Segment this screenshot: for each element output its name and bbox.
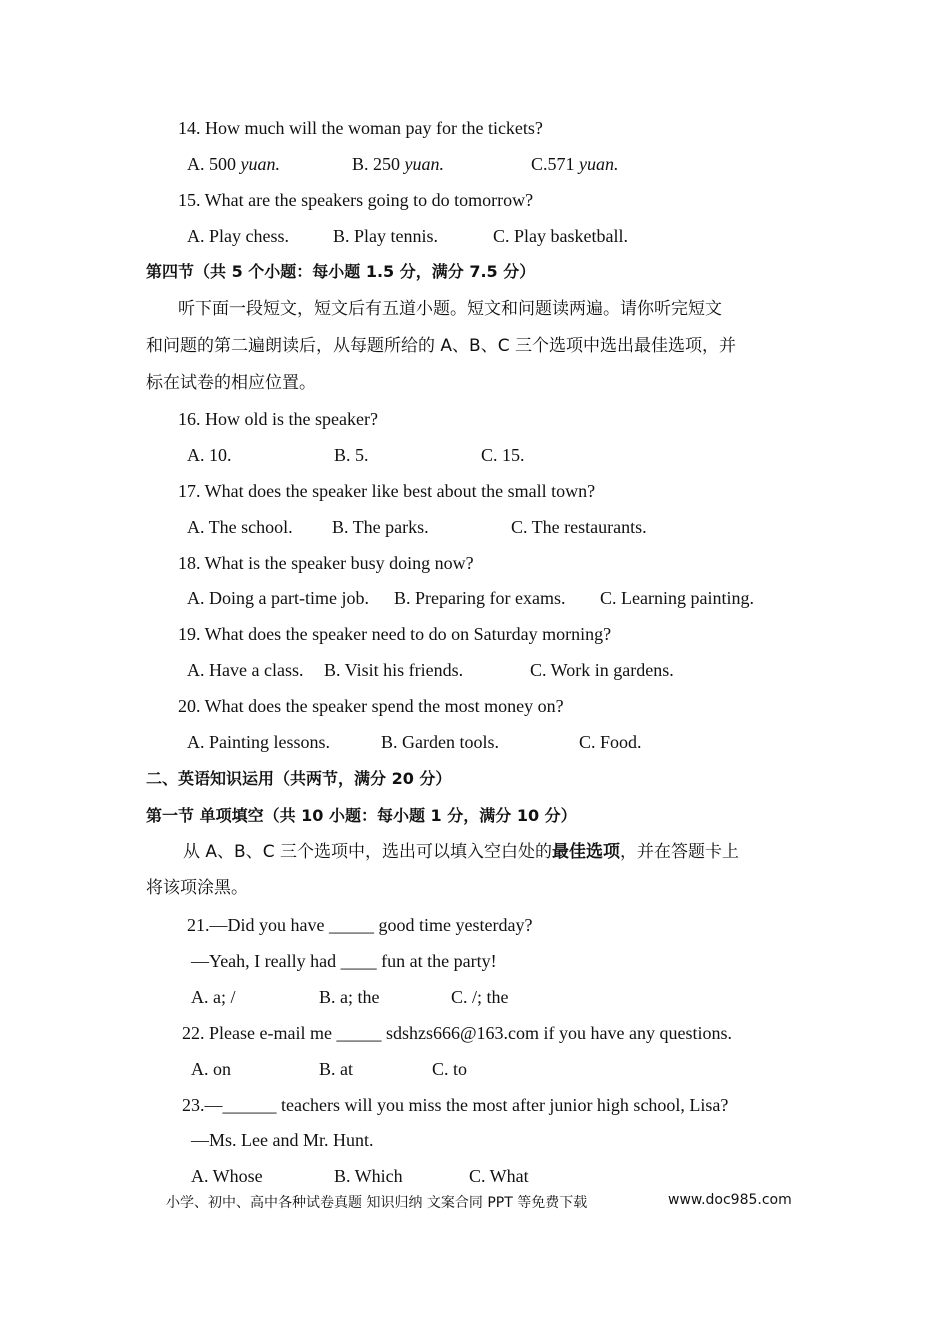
section-1-heading: 第一节 单项填空（共 10 小题：每小题 1 分，满分 10 分） bbox=[146, 806, 577, 825]
option-b: B. Preparing for exams. bbox=[394, 588, 566, 608]
option-c: C. to bbox=[432, 1059, 468, 1079]
option-b: B. The parks. bbox=[332, 517, 429, 537]
option-a: A. Doing a part-time job. bbox=[187, 588, 369, 608]
page-footer bbox=[166, 1192, 792, 1212]
option-c: C. 15. bbox=[481, 445, 525, 465]
section-1-instruction-2: 将该项涂黑。 bbox=[146, 878, 248, 898]
question-17-stem: 17. What does the speaker like best about the small town? bbox=[178, 481, 596, 501]
unit: yuan. bbox=[240, 154, 280, 174]
unit: yuan. bbox=[404, 154, 445, 174]
option-c: C. Learning painting. bbox=[600, 588, 754, 608]
option-b: B. Garden tools. bbox=[381, 732, 499, 752]
question-23-stem-2: —Ms. Lee and Mr. Hunt. bbox=[191, 1130, 374, 1150]
instruction-text: 从 A、B、C 三个选项中，选出可以填入空白处的 bbox=[183, 842, 552, 862]
question-21-stem-2: —Yeah, I really had ____ fun at the party! bbox=[191, 951, 497, 971]
option-c: C. /; the bbox=[451, 987, 509, 1007]
question-19-stem: 19. What does the speaker need to do on Saturday morning? bbox=[178, 624, 612, 644]
instruction-text: ，并在答题卡上 bbox=[619, 842, 739, 862]
option-a: A. 500 bbox=[187, 154, 241, 174]
option-c: C. The restaurants. bbox=[511, 517, 647, 537]
question-18-stem: 18. What is the speaker busy doing now? bbox=[178, 553, 474, 573]
option-a: A. a; / bbox=[191, 987, 236, 1007]
question-21-stem-1: 21.—Did you have _____ good time yesterday? bbox=[187, 915, 533, 935]
section-1-instruction-1 bbox=[183, 841, 739, 863]
option-b: B. at bbox=[319, 1059, 353, 1079]
option-a: A. Whose bbox=[191, 1166, 263, 1186]
question-16-stem: 16. How old is the speaker? bbox=[178, 409, 378, 429]
option-c: C. What bbox=[469, 1166, 529, 1186]
question-20-stem: 20. What does the speaker spend the most money on? bbox=[178, 696, 564, 716]
question-15-stem: 15. What are the speakers going to do tomorrow? bbox=[178, 190, 534, 210]
option-b: B. 250 bbox=[352, 154, 405, 174]
option-b: B. Visit his friends. bbox=[324, 660, 464, 680]
option-c: C. Food. bbox=[579, 732, 642, 752]
option-b: B. 5. bbox=[334, 445, 369, 465]
question-14-stem: 14. How much will the woman pay for the tickets? bbox=[178, 118, 543, 138]
unit: yuan. bbox=[579, 154, 619, 174]
question-22-stem: 22. Please e-mail me _____ sdshzs666@163.com if you have any questions. bbox=[182, 1023, 732, 1043]
section-4-instruction-1: 听下面一段短文，短文后有五道小题。短文和问题读两遍。请你听完短文 bbox=[178, 299, 722, 319]
option-b: B. a; the bbox=[319, 987, 380, 1007]
option-a: A. Play chess. bbox=[187, 226, 289, 246]
option-b: B. Which bbox=[334, 1166, 403, 1186]
option-a: A. Painting lessons. bbox=[187, 732, 331, 752]
option-c: C. Work in gardens. bbox=[530, 660, 674, 680]
option-c: C. Play basketball. bbox=[493, 226, 628, 246]
option-c: C.571 bbox=[531, 154, 580, 174]
part-2-heading: 二、英语知识运用（共两节，满分 20 分） bbox=[146, 769, 452, 788]
instruction-emphasis: 最佳选项 bbox=[551, 842, 620, 862]
option-a: A. The school. bbox=[187, 517, 293, 537]
question-23-stem-1: 23.—______ teachers will you miss the most after junior high school, Lisa? bbox=[182, 1095, 729, 1115]
section-4-instruction-3: 标在试卷的相应位置。 bbox=[146, 373, 316, 393]
option-b: B. Play tennis. bbox=[333, 226, 439, 246]
option-a: A. on bbox=[191, 1059, 231, 1079]
footer-website-link[interactable]: www.doc985.com bbox=[668, 1192, 792, 1208]
footer-text: 小学、初中、高中各种试卷真题 知识归纳 文案合同 PPT 等免费下载 bbox=[166, 1195, 588, 1211]
option-a: A. 10. bbox=[187, 445, 232, 465]
section-4-instruction-2: 和问题的第二遍朗读后，从每题所给的 A、B、C 三个选项中选出最佳选项，并 bbox=[146, 336, 736, 356]
section-4-heading: 第四节（共 5 个小题：每小题 1.5 分，满分 7.5 分） bbox=[146, 262, 536, 281]
option-a: A. Have a class. bbox=[187, 660, 304, 680]
